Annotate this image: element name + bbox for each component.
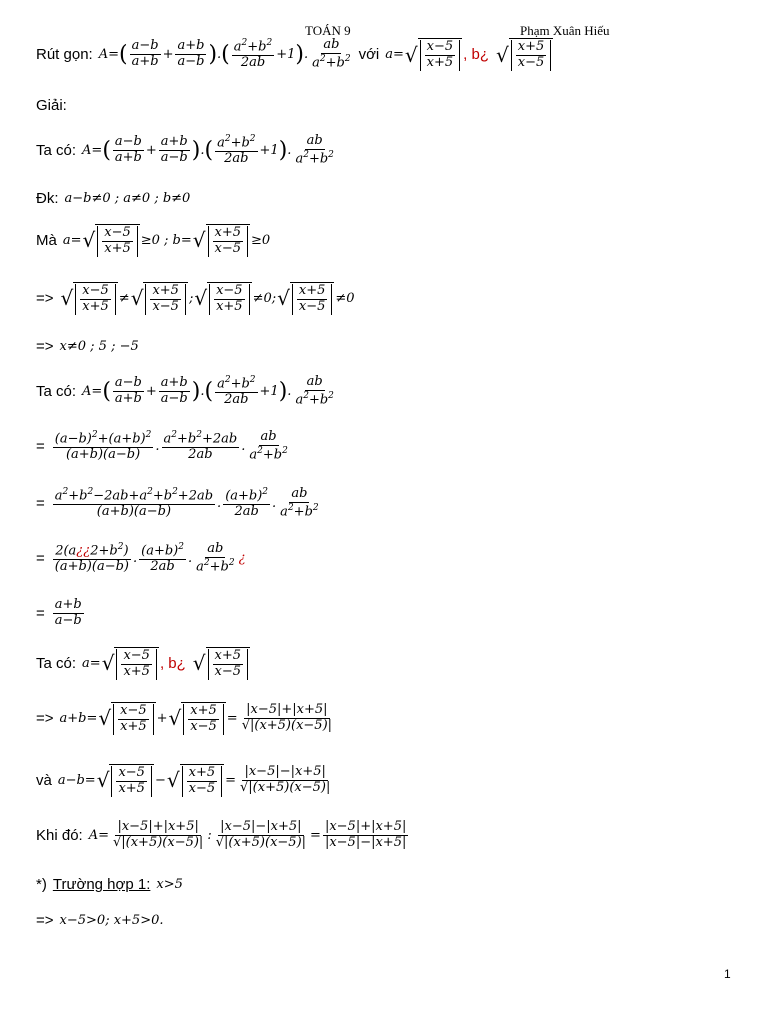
- page-number: 1: [724, 967, 731, 981]
- header-author: Phạm Xuân Hiếu: [520, 23, 610, 38]
- dk-condition: a−b≠0 ; a≠0 ; b≠0: [64, 191, 191, 206]
- x-condition: x≠0 ; 5 ; −5: [59, 339, 139, 354]
- step-2: = $\frac{a^2+b^2-2ab+a^2+b^2+2ab}{(a+b)(a-b)}$ . $\frac{(a+b)^2}{2ab}$ . $\frac{ab}{a^2+b^2}$: [36, 486, 319, 520]
- neq-line: => √ $\frac{x-5}{x+5}$ ≠ √ $\frac{x+5}{x-5}$ ; √ $\frac{x-5}{x+5}$ ≠0; √ $\frac{x+5}{x-5}$ ≠0: [36, 283, 355, 314]
- giai-label: Giải:: [36, 97, 67, 114]
- eq-label: =: [36, 604, 45, 622]
- voi-label: với: [358, 46, 380, 64]
- b-mark: , b¿: [463, 46, 489, 64]
- ta-co-label: Ta có:: [36, 383, 77, 401]
- eq-label: =: [36, 495, 45, 513]
- case-1-line: [36, 876, 183, 893]
- header-title: TOÁN 9: [305, 23, 351, 38]
- khi-do-label: Khi đó:: [36, 826, 83, 844]
- khi-do-line: Khi đó: A= $\frac{|x-5|+|x+5|}{√|(x+5)(x-5)|}$ : $\frac{|x-5|-|x+5|}{√|(x+5)(x-5)|}$ = $\frac{|x-5|+|x+5|}{|x-5|-|x+5|}$: [36, 819, 407, 850]
- step-4: = $\frac{a+b}{a-b}$: [36, 597, 82, 628]
- case-1-result: x−5>0; x+5>0.: [59, 913, 164, 928]
- case-1-title: Trường hợp 1:: [52, 876, 151, 893]
- a-plus-b-line: => a+b= √ $\frac{x-5}{x+5}$ + √ $\frac{x+5}{x-5}$ = $\frac{|x-5|+|x+5|}{√|(x+5)(x-5)|}$: [36, 702, 333, 734]
- eq-label: =: [36, 438, 45, 456]
- dk-label: Đk:: [36, 190, 59, 207]
- case-prefix: *): [36, 876, 47, 893]
- problem-statement: Rút gọn: A= ( $\frac{a-b}{a+b}$ + $\frac{a+b}{a-b}$ ) . ( $\frac{a^2+b^2}{2ab}$ +1 ) . $\frac{ab}{a^2+b^2}$ với a= √ $\frac{x-5}{x+5}$ , b¿ √ $\frac{x+5}{x-5}$: [36, 38, 554, 71]
- ta-co-line-3: Ta có: a= √ $\frac{x-5}{x+5}$ , b¿ √ $\frac{x+5}{x-5}$: [36, 647, 251, 680]
- case-1-result-line: [36, 912, 164, 929]
- ta-co-label: Ta có:: [36, 142, 77, 160]
- step-1: = $\frac{(a-b)^2+(a+b)^2}{(a+b)(a-b)}$ . $\frac{a^2+b^2+2ab}{2ab}$ . $\frac{ab}{a^2+b^2}$: [36, 429, 288, 463]
- ta-co-line-1: Ta có: A= ( $\frac{a-b}{a+b}$ + $\frac{a+b}{a-b}$ ) . ( $\frac{a^2+b^2}{2ab}$ +1 ) . $\frac{ab}{a^2+b^2}$: [36, 133, 334, 167]
- giai-line: [36, 97, 73, 114]
- ta-co-line-2: Ta có: A= ( $\frac{a-b}{a+b}$ + $\frac{a+b}{a-b}$ ) . ( $\frac{a^2+b^2}{2ab}$ +1 ) . $\frac{ab}{a^2+b^2}$: [36, 374, 334, 408]
- ma-line: Mà a= √ $\frac{x-5}{x+5}$ ≥0 ; b= √ $\frac{x+5}{x-5}$ ≥0: [36, 225, 271, 256]
- rut-gon-label: Rút gọn:: [36, 46, 93, 64]
- arrow-label: =>: [36, 912, 54, 929]
- a-minus-b-line: và a−b= √ $\frac{x-5}{x+5}$ − √ $\frac{x+5}{x-5}$ = $\frac{|x-5|-|x+5|}{√|(x+5)(x-5)|}$: [36, 764, 331, 796]
- va-label: và: [36, 771, 52, 789]
- eq-label: =: [36, 550, 45, 568]
- x-cond-line: [36, 338, 139, 355]
- dk-line: [36, 190, 190, 207]
- arrow-label: =>: [36, 709, 54, 727]
- b-mark: , b¿: [159, 654, 186, 672]
- ma-label: Mà: [36, 231, 57, 249]
- arrow-label: =>: [36, 289, 54, 307]
- case-1-condition: x>5: [156, 877, 183, 892]
- ta-co-label: Ta có:: [36, 654, 77, 672]
- arrow-label: =>: [36, 338, 54, 355]
- step-3: = $\frac{2(a¿¿2+b^2)}{(a+b)(a-b)}$ . $\frac{(a+b)^2}{2ab}$ . $\frac{ab}{a^2+b^2}$ ¿: [36, 541, 246, 575]
